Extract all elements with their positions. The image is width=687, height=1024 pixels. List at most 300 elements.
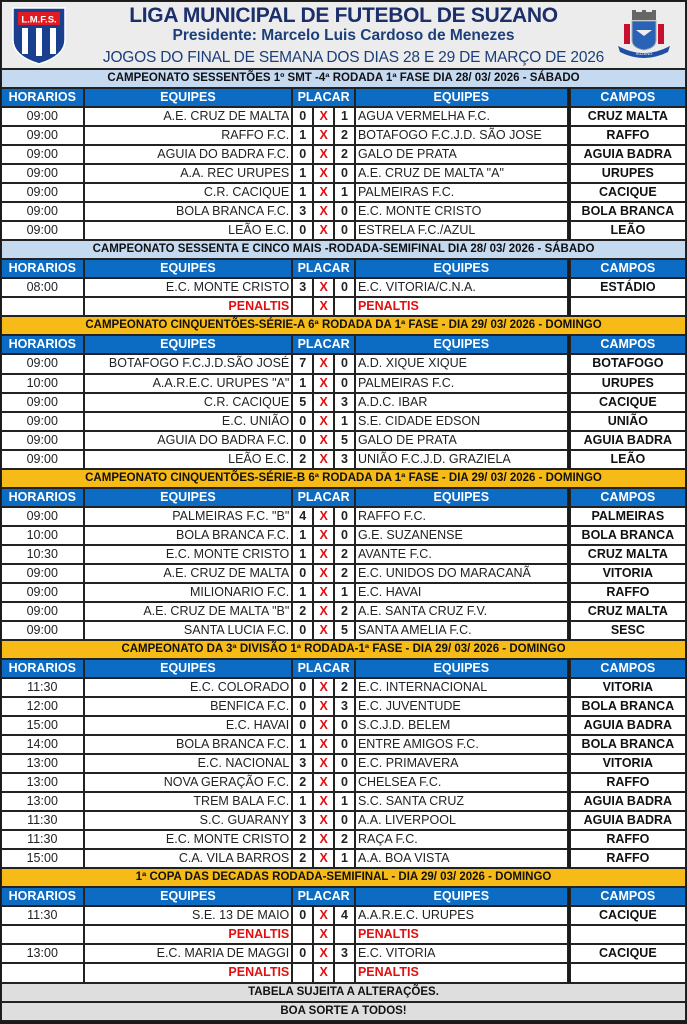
match-field: BOLA BRANCA [570, 202, 686, 221]
match-time: 09:00 [1, 126, 84, 145]
footer-wish: BOA SORTE A TODOS! [1, 1002, 686, 1021]
home-team: A.A. REC URUPES [84, 164, 293, 183]
column-header-campos: CAMPOS [570, 88, 686, 107]
match-field: URUPES [570, 374, 686, 393]
away-team: E.C. PRIMAVERA [355, 754, 568, 773]
column-header-home-team: EQUIPES [84, 88, 293, 107]
home-score: 0 [292, 621, 313, 640]
away-score: 2 [334, 602, 355, 621]
away-team: AVANTE F.C. [355, 545, 568, 564]
match-field: BOLA BRANCA [570, 735, 686, 754]
away-score: 5 [334, 431, 355, 450]
home-team: LEÃO E.C. [84, 221, 293, 240]
league-title: LIGA MUNICIPAL DE FUTEBOL DE SUZANO [129, 4, 558, 27]
versus-mark: X [313, 906, 334, 925]
away-score: 2 [334, 545, 355, 564]
home-team: TREM BALA F.C. [84, 792, 293, 811]
home-penalties-label: PENALTIS [84, 925, 293, 944]
match-row [1, 354, 686, 373]
match-time: 13:00 [1, 754, 84, 773]
match-row [1, 811, 686, 830]
home-score: 2 [292, 849, 313, 868]
match-row [1, 450, 686, 469]
match-field: LEÃO [570, 450, 686, 469]
match-time: 12:00 [1, 697, 84, 716]
versus-mark: X [313, 145, 334, 164]
penalty-time-empty [1, 297, 84, 316]
match-time: 09:00 [1, 412, 84, 431]
home-team: E.C. COLORADO [84, 678, 293, 697]
column-header-home-team: EQUIPES [84, 887, 293, 906]
home-team: E.C. HAVAI [84, 716, 293, 735]
home-score: 1 [292, 545, 313, 564]
match-field: VITORIA [570, 564, 686, 583]
match-time: 13:00 [1, 773, 84, 792]
home-team: C.R. CACIQUE [84, 393, 293, 412]
svg-text:L.M.F.S.: L.M.F.S. [21, 14, 57, 26]
home-score: 0 [292, 107, 313, 126]
versus-mark: X [313, 735, 334, 754]
away-score: 0 [334, 754, 355, 773]
away-score: 0 [334, 735, 355, 754]
home-score: 0 [292, 716, 313, 735]
column-header-horarios: HORARIOS [1, 259, 84, 278]
versus-mark: X [313, 221, 334, 240]
match-field: CRUZ MALTA [570, 107, 686, 126]
away-score: 1 [334, 183, 355, 202]
match-time: 11:30 [1, 830, 84, 849]
versus-mark: X [313, 164, 334, 183]
away-score: 1 [334, 849, 355, 868]
match-row [1, 716, 686, 735]
weekend-subtitle: JOGOS DO FINAL DE SEMANA DOS DIAS 28 E 29 DE MARÇO DE 2026 [102, 49, 605, 66]
away-team: A.A. LIVERPOOL [355, 811, 568, 830]
away-score: 2 [334, 126, 355, 145]
versus-mark: X [313, 602, 334, 621]
versus-mark: X [313, 849, 334, 868]
away-score: 0 [334, 507, 355, 526]
match-row [1, 507, 686, 526]
match-row [1, 374, 686, 393]
match-field: RAFFO [570, 849, 686, 868]
away-score: 0 [334, 202, 355, 221]
away-team: ENTRE AMIGOS F.C. [355, 735, 568, 754]
away-team: E.C. INTERNACIONAL [355, 678, 568, 697]
versus-mark: X [313, 202, 334, 221]
home-team: E.C. MARIA DE MAGGI [84, 944, 293, 963]
versus-mark: X [313, 697, 334, 716]
schedule-body [1, 69, 686, 1021]
match-field: VITORIA [570, 678, 686, 697]
match-row [1, 849, 686, 868]
away-penalty-score [334, 925, 355, 944]
away-team: GALO DE PRATA [355, 431, 568, 450]
home-score: 1 [292, 183, 313, 202]
away-team: BOTAFOGO F.C.J.D. SÃO JOSE [355, 126, 568, 145]
column-header-row [1, 659, 686, 678]
home-score: 3 [292, 754, 313, 773]
svg-text:SUZANO: SUZANO [635, 51, 653, 56]
away-penalties-label: PENALTIS [355, 925, 568, 944]
match-time: 09:00 [1, 354, 84, 373]
match-time: 13:00 [1, 944, 84, 963]
match-time: 15:00 [1, 716, 84, 735]
match-field: ESTÁDIO [570, 278, 686, 297]
away-team: SANTA AMELIA F.C. [355, 621, 568, 640]
away-team: A.D. XIQUE XIQUE [355, 354, 568, 373]
section-banner: CAMPEONATO CINQUENTÕES-SÉRIE-B 6ª RODADA DA 1ª FASE - DIA 29/ 03/ 2026 - DOMINGO [1, 469, 686, 488]
match-time: 13:00 [1, 792, 84, 811]
match-field: CRUZ MALTA [570, 602, 686, 621]
penalty-row [1, 925, 686, 944]
match-time: 09:00 [1, 183, 84, 202]
home-team: E.C. MONTE CRISTO [84, 830, 293, 849]
match-field: CACIQUE [570, 906, 686, 925]
home-score: 0 [292, 564, 313, 583]
versus-mark: X [313, 126, 334, 145]
match-row [1, 278, 686, 297]
match-time: 09:00 [1, 145, 84, 164]
page-header [1, 1, 686, 69]
match-field: CRUZ MALTA [570, 545, 686, 564]
away-score: 3 [334, 393, 355, 412]
versus-mark: X [313, 621, 334, 640]
home-team: AGUIA DO BADRA F.C. [84, 145, 293, 164]
away-team: A.A. BOA VISTA [355, 849, 568, 868]
home-team: AGUIA DO BADRA F.C. [84, 431, 293, 450]
home-score: 1 [292, 164, 313, 183]
away-score: 1 [334, 412, 355, 431]
match-row [1, 526, 686, 545]
away-score: 2 [334, 564, 355, 583]
versus-mark: X [313, 412, 334, 431]
home-penalties-label: PENALTIS [84, 963, 293, 982]
away-team: RAFFO F.C. [355, 507, 568, 526]
column-header-placar: PLACAR [292, 488, 355, 507]
section-banner: CAMPEONATO SESSENTÕES 1º SMT -4ª RODADA 1ª FASE DIA 28/ 03/ 2026 - SÁBADO [1, 69, 686, 88]
home-score: 3 [292, 202, 313, 221]
home-team: A.E. CRUZ DE MALTA "B" [84, 602, 293, 621]
home-score: 0 [292, 944, 313, 963]
match-time: 10:00 [1, 526, 84, 545]
home-team: BOLA BRANCA F.C. [84, 526, 293, 545]
section-banner: CAMPEONATO CINQUENTÕES-SÉRIE-A 6ª RODADA DA 1ª FASE - DIA 29/ 03/ 2026 - DOMINGO [1, 316, 686, 335]
column-header-home-team: EQUIPES [84, 259, 293, 278]
column-header-row [1, 887, 686, 906]
away-team: S.C.J.D. BELEM [355, 716, 568, 735]
home-team: BOLA BRANCA F.C. [84, 202, 293, 221]
home-team: A.E. CRUZ DE MALTA [84, 564, 293, 583]
column-header-horarios: HORARIOS [1, 335, 84, 354]
home-score: 0 [292, 906, 313, 925]
column-header-row [1, 488, 686, 507]
away-score: 0 [334, 164, 355, 183]
versus-mark: X [313, 107, 334, 126]
versus-mark: X [313, 830, 334, 849]
match-time: 09:00 [1, 450, 84, 469]
match-row [1, 906, 686, 925]
match-time: 09:00 [1, 393, 84, 412]
home-team: MILIONARIO F.C. [84, 583, 293, 602]
home-team: PALMEIRAS F.C. "B" [84, 507, 293, 526]
match-row [1, 621, 686, 640]
away-score: 0 [334, 811, 355, 830]
match-time: 14:00 [1, 735, 84, 754]
match-field: URUPES [570, 164, 686, 183]
away-team: PALMEIRAS F.C. [355, 374, 568, 393]
match-row [1, 735, 686, 754]
home-team: LEÃO E.C. [84, 450, 293, 469]
penalty-field-empty [570, 925, 686, 944]
match-time: 09:00 [1, 164, 84, 183]
versus-mark: X [313, 507, 334, 526]
match-row [1, 602, 686, 621]
home-penalty-score [292, 925, 313, 944]
home-team: C.R. CACIQUE [84, 183, 293, 202]
home-team: S.E. 13 DE MAIO [84, 906, 293, 925]
versus-mark: X [313, 754, 334, 773]
away-team: E.C. MONTE CRISTO [355, 202, 568, 221]
home-score: 2 [292, 830, 313, 849]
column-header-away-team: EQUIPES [355, 259, 568, 278]
penalty-field-empty [570, 963, 686, 982]
match-field: RAFFO [570, 773, 686, 792]
match-row [1, 126, 686, 145]
away-score: 1 [334, 583, 355, 602]
section-banner: 1ª COPA DAS DECADAS RODADA-SEMIFINAL - DIA 29/ 03/ 2026 - DOMINGO [1, 868, 686, 887]
away-score: 5 [334, 621, 355, 640]
column-header-placar: PLACAR [292, 659, 355, 678]
column-header-placar: PLACAR [292, 259, 355, 278]
match-time: 10:00 [1, 374, 84, 393]
versus-mark: X [313, 278, 334, 297]
match-field: CACIQUE [570, 944, 686, 963]
match-field: BOLA BRANCA [570, 526, 686, 545]
away-team: A.E. SANTA CRUZ F.V. [355, 602, 568, 621]
match-row [1, 202, 686, 221]
match-time: 08:00 [1, 278, 84, 297]
home-penalty-score [292, 963, 313, 982]
away-team: A.A.R.E.C. URUPES [355, 906, 568, 925]
away-score: 0 [334, 221, 355, 240]
versus-mark: X [313, 925, 334, 944]
home-score: 1 [292, 792, 313, 811]
column-header-campos: CAMPOS [570, 659, 686, 678]
home-team: SANTA LUCIA F.C. [84, 621, 293, 640]
column-header-horarios: HORARIOS [1, 88, 84, 107]
match-row [1, 792, 686, 811]
penalty-time-empty [1, 925, 84, 944]
column-header-away-team: EQUIPES [355, 335, 568, 354]
match-time: 09:00 [1, 602, 84, 621]
match-field: AGUIA BADRA [570, 145, 686, 164]
home-score: 3 [292, 278, 313, 297]
match-row [1, 697, 686, 716]
home-penalties-label: PENALTIS [84, 297, 293, 316]
home-score: 2 [292, 450, 313, 469]
versus-mark: X [313, 963, 334, 982]
home-score: 5 [292, 393, 313, 412]
away-team: A.E. CRUZ DE MALTA "A" [355, 164, 568, 183]
home-score: 2 [292, 773, 313, 792]
away-team: A.D.C. IBAR [355, 393, 568, 412]
away-score: 3 [334, 944, 355, 963]
column-header-placar: PLACAR [292, 335, 355, 354]
versus-mark: X [313, 393, 334, 412]
match-row [1, 431, 686, 450]
away-score: 3 [334, 697, 355, 716]
match-time: 15:00 [1, 849, 84, 868]
home-team: BOTAFOGO F.C.J.D.SÃO JOSÉ [84, 354, 293, 373]
away-team: E.C. VITORIA [355, 944, 568, 963]
match-row [1, 754, 686, 773]
versus-mark: X [313, 354, 334, 373]
away-team: RAÇA F.C. [355, 830, 568, 849]
match-time: 09:00 [1, 507, 84, 526]
away-team: CHELSEA F.C. [355, 773, 568, 792]
suzano-coat-of-arms-logo [612, 8, 676, 60]
home-team: C.A. VILA BARROS [84, 849, 293, 868]
penalty-field-empty [570, 297, 686, 316]
away-team: E.C. VITORIA/C.N.A. [355, 278, 568, 297]
match-row [1, 564, 686, 583]
match-row [1, 944, 686, 963]
away-score: 2 [334, 830, 355, 849]
match-field: BOTAFOGO [570, 354, 686, 373]
match-time: 09:00 [1, 583, 84, 602]
versus-mark: X [313, 183, 334, 202]
column-header-campos: CAMPOS [570, 488, 686, 507]
column-header-campos: CAMPOS [570, 259, 686, 278]
column-header-campos: CAMPOS [570, 887, 686, 906]
match-field: LEÃO [570, 221, 686, 240]
home-team: E.C. NACIONAL [84, 754, 293, 773]
column-header-row [1, 335, 686, 354]
versus-mark: X [313, 811, 334, 830]
match-field: AGUIA BADRA [570, 716, 686, 735]
away-score: 3 [334, 450, 355, 469]
home-score: 0 [292, 221, 313, 240]
section-banner: CAMPEONATO SESSENTA E CINCO MAIS -RODADA-SEMIFINAL DIA 28/ 03/ 2026 - SÁBADO [1, 240, 686, 259]
home-team: E.C. UNIÃO [84, 412, 293, 431]
match-row [1, 412, 686, 431]
home-score: 0 [292, 697, 313, 716]
match-time: 11:30 [1, 678, 84, 697]
match-time: 09:00 [1, 202, 84, 221]
versus-mark: X [313, 526, 334, 545]
match-time: 09:00 [1, 431, 84, 450]
versus-mark: X [313, 678, 334, 697]
away-score: 0 [334, 716, 355, 735]
away-score: 0 [334, 374, 355, 393]
versus-mark: X [313, 564, 334, 583]
match-field: VITORIA [570, 754, 686, 773]
away-team: PALMEIRAS F.C. [355, 183, 568, 202]
match-time: 11:30 [1, 906, 84, 925]
match-row [1, 107, 686, 126]
match-row [1, 583, 686, 602]
away-score: 1 [334, 107, 355, 126]
match-row [1, 545, 686, 564]
home-team: NOVA GERAÇÃO F.C. [84, 773, 293, 792]
column-header-horarios: HORARIOS [1, 659, 84, 678]
column-header-away-team: EQUIPES [355, 488, 568, 507]
versus-mark: X [313, 431, 334, 450]
home-team: A.A.R.E.C. URUPES "A" [84, 374, 293, 393]
versus-mark: X [313, 374, 334, 393]
home-team: RAFFO F.C. [84, 126, 293, 145]
match-field: CACIQUE [570, 393, 686, 412]
home-score: 0 [292, 431, 313, 450]
away-score: 4 [334, 906, 355, 925]
home-team: E.C. MONTE CRISTO [84, 545, 293, 564]
versus-mark: X [313, 792, 334, 811]
away-team: GALO DE PRATA [355, 145, 568, 164]
column-header-away-team: EQUIPES [355, 887, 568, 906]
home-score: 3 [292, 811, 313, 830]
column-header-placar: PLACAR [292, 88, 355, 107]
versus-mark: X [313, 944, 334, 963]
home-penalty-score [292, 297, 313, 316]
match-field: UNIÃO [570, 412, 686, 431]
match-time: 09:00 [1, 564, 84, 583]
away-team: ESTRELA F.C./AZUL [355, 221, 568, 240]
match-row [1, 145, 686, 164]
home-team: E.C. MONTE CRISTO [84, 278, 293, 297]
home-team: BENFICA F.C. [84, 697, 293, 716]
match-field: CACIQUE [570, 183, 686, 202]
column-header-row [1, 259, 686, 278]
away-penalties-label: PENALTIS [355, 963, 568, 982]
column-header-away-team: EQUIPES [355, 659, 568, 678]
versus-mark: X [313, 450, 334, 469]
match-time: 09:00 [1, 221, 84, 240]
column-header-home-team: EQUIPES [84, 488, 293, 507]
home-score: 2 [292, 602, 313, 621]
match-time: 09:00 [1, 107, 84, 126]
versus-mark: X [313, 716, 334, 735]
match-field: AGUIA BADRA [570, 431, 686, 450]
home-score: 4 [292, 507, 313, 526]
home-team: A.E. CRUZ DE MALTA [84, 107, 293, 126]
away-team: E.C. UNIDOS DO MARACANÃ [355, 564, 568, 583]
president-line: Presidente: Marcelo Luis Cardoso de Menezes [172, 27, 515, 44]
column-header-horarios: HORARIOS [1, 887, 84, 906]
away-score: 0 [334, 354, 355, 373]
versus-mark: X [313, 583, 334, 602]
away-score: 2 [334, 678, 355, 697]
away-score: 2 [334, 145, 355, 164]
match-row [1, 830, 686, 849]
away-team: G.E. SUZANENSE [355, 526, 568, 545]
home-score: 1 [292, 735, 313, 754]
home-score: 0 [292, 678, 313, 697]
away-team: E.C. JUVENTUDE [355, 697, 568, 716]
footer-notice: TABELA SUJEITA A ALTERAÇÕES. [1, 983, 686, 1002]
home-score: 7 [292, 354, 313, 373]
match-field: AGUIA BADRA [570, 811, 686, 830]
column-header-home-team: EQUIPES [84, 335, 293, 354]
away-score: 0 [334, 773, 355, 792]
match-row [1, 221, 686, 240]
home-team: S.C. GUARANY [84, 811, 293, 830]
away-team: UNIÃO F.C.J.D. GRAZIELA [355, 450, 568, 469]
column-header-campos: CAMPOS [570, 335, 686, 354]
match-time: 09:00 [1, 621, 84, 640]
column-header-home-team: EQUIPES [84, 659, 293, 678]
match-row [1, 773, 686, 792]
away-team: E.C. HAVAI [355, 583, 568, 602]
